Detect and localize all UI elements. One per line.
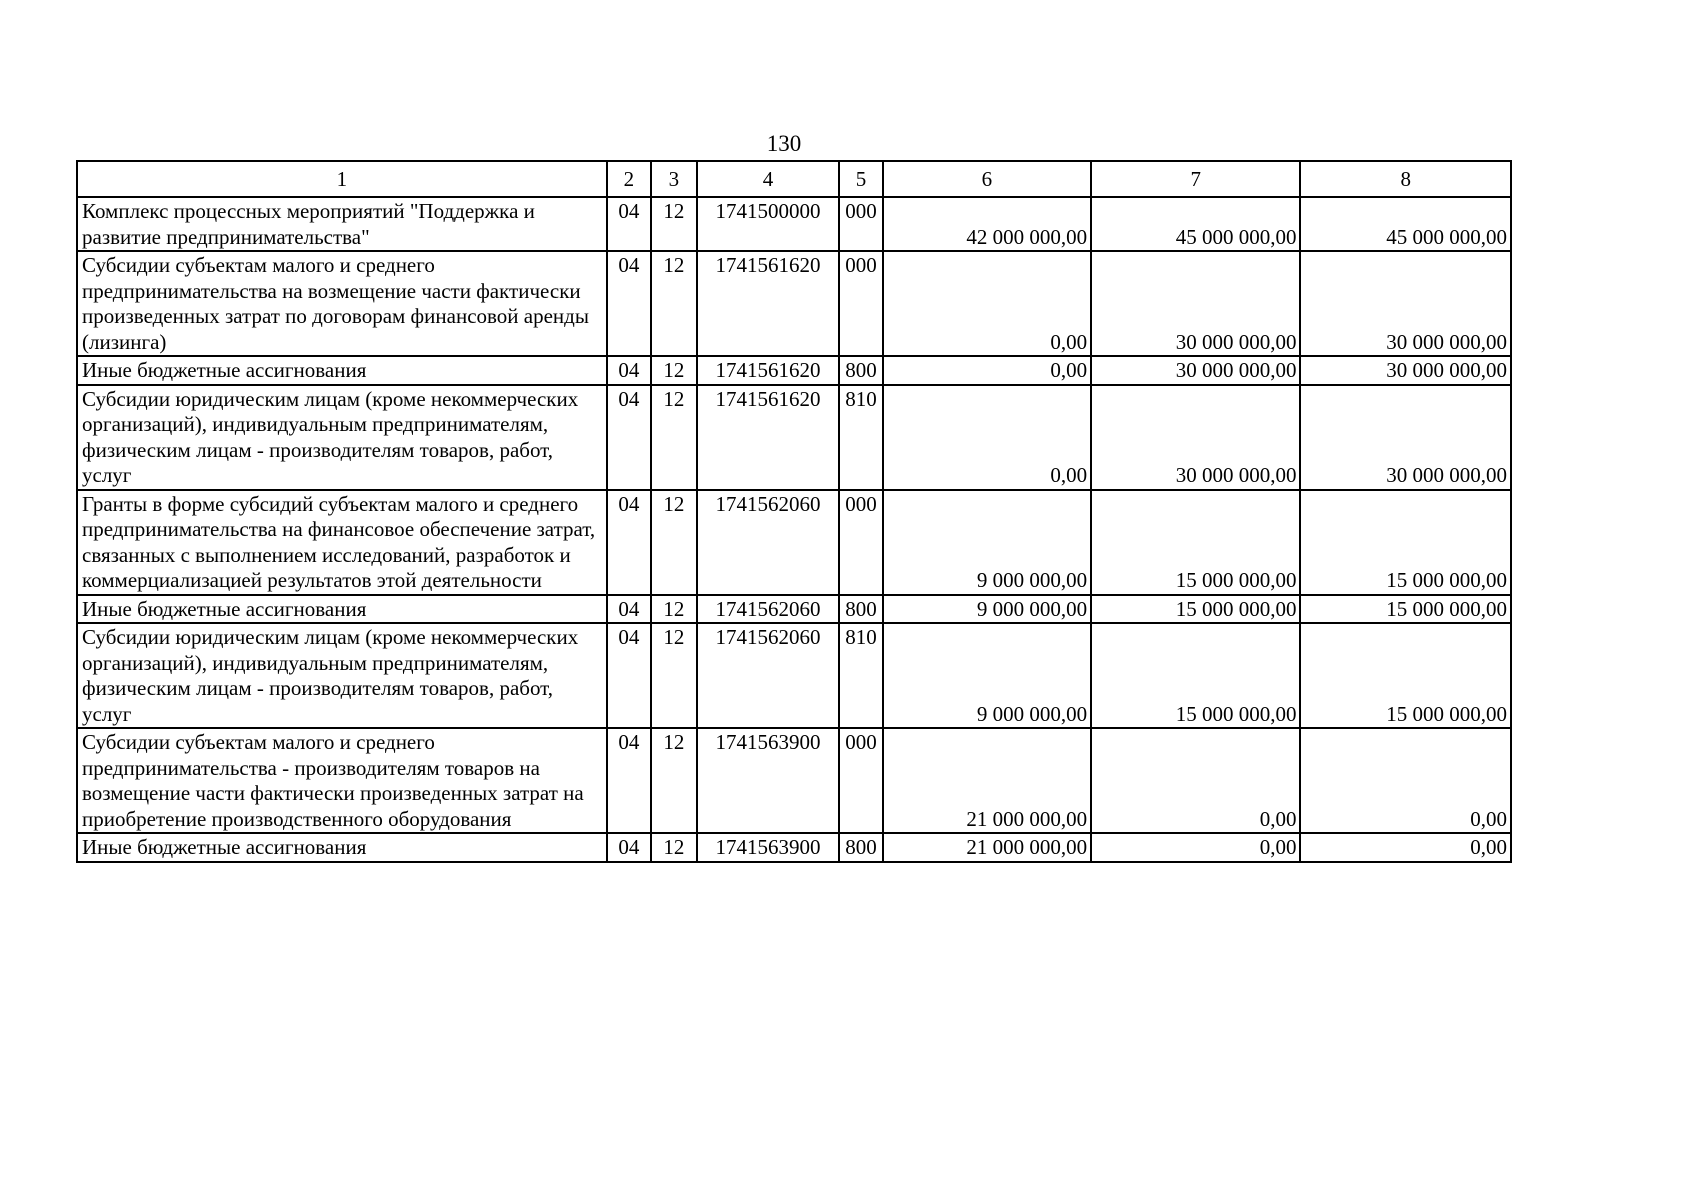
row-name: Субсидии юридическим лицам (кроме некоммерческих организаций), индивидуальным предпринимателям, физическим лицам - производителям товаров, работ, услуг (77, 623, 607, 728)
table-row (77, 833, 1511, 862)
row-expense-type: 000 (839, 490, 882, 595)
row-target-article: 1741562060 (697, 595, 839, 624)
row-target-article: 1741562060 (697, 490, 839, 595)
header-col-4: 4 (697, 161, 839, 197)
row-section: 04 (607, 197, 651, 251)
row-name: Иные бюджетные ассигнования (77, 833, 607, 862)
row-amount-col-6: 9 000 000,00 (883, 623, 1091, 728)
row-expense-type: 800 (839, 595, 882, 624)
row-amount-col-6: 0,00 (883, 385, 1091, 490)
row-amount-col-7: 15 000 000,00 (1091, 623, 1300, 728)
row-subsection: 12 (651, 251, 697, 356)
table-body (77, 197, 1511, 862)
row-amount-col-7: 15 000 000,00 (1091, 595, 1300, 624)
row-amount-col-8: 30 000 000,00 (1300, 356, 1511, 385)
row-expense-type: 810 (839, 623, 882, 728)
table-row (77, 490, 1511, 595)
header-col-7: 7 (1091, 161, 1300, 197)
row-subsection: 12 (651, 833, 697, 862)
row-amount-col-7: 30 000 000,00 (1091, 356, 1300, 385)
row-name: Иные бюджетные ассигнования (77, 356, 607, 385)
row-target-article: 1741563900 (697, 728, 839, 833)
row-amount-col-7: 45 000 000,00 (1091, 197, 1300, 251)
row-amount-col-8: 15 000 000,00 (1300, 623, 1511, 728)
row-amount-col-8: 0,00 (1300, 833, 1511, 862)
row-section: 04 (607, 728, 651, 833)
row-amount-col-7: 0,00 (1091, 728, 1300, 833)
row-amount-col-6: 0,00 (883, 251, 1091, 356)
row-amount-col-6: 21 000 000,00 (883, 833, 1091, 862)
row-name: Иные бюджетные ассигнования (77, 595, 607, 624)
row-subsection: 12 (651, 197, 697, 251)
header-col-5: 5 (839, 161, 882, 197)
budget-table (76, 160, 1512, 863)
header-col-2: 2 (607, 161, 651, 197)
row-target-article: 1741500000 (697, 197, 839, 251)
header-row (77, 161, 1511, 197)
row-subsection: 12 (651, 490, 697, 595)
table-row (77, 623, 1511, 728)
row-amount-col-8: 15 000 000,00 (1300, 595, 1511, 624)
row-amount-col-8: 45 000 000,00 (1300, 197, 1511, 251)
table-row (77, 728, 1511, 833)
row-subsection: 12 (651, 623, 697, 728)
header-col-1: 1 (77, 161, 607, 197)
page-number: 130 (766, 131, 802, 156)
row-target-article: 1741562060 (697, 623, 839, 728)
row-section: 04 (607, 833, 651, 862)
row-amount-col-6: 42 000 000,00 (883, 197, 1091, 251)
row-amount-col-8: 15 000 000,00 (1300, 490, 1511, 595)
table-row (77, 595, 1511, 624)
row-expense-type: 000 (839, 251, 882, 356)
header-col-6: 6 (883, 161, 1091, 197)
row-section: 04 (607, 385, 651, 490)
row-expense-type: 000 (839, 197, 882, 251)
table-row (77, 356, 1511, 385)
row-amount-col-7: 0,00 (1091, 833, 1300, 862)
row-target-article: 1741563900 (697, 833, 839, 862)
row-subsection: 12 (651, 595, 697, 624)
row-amount-col-7: 30 000 000,00 (1091, 385, 1300, 490)
row-expense-type: 000 (839, 728, 882, 833)
header-col-8: 8 (1300, 161, 1511, 197)
row-section: 04 (607, 251, 651, 356)
row-amount-col-7: 30 000 000,00 (1091, 251, 1300, 356)
row-amount-col-8: 30 000 000,00 (1300, 385, 1511, 490)
row-amount-col-8: 30 000 000,00 (1300, 251, 1511, 356)
row-subsection: 12 (651, 728, 697, 833)
row-expense-type: 810 (839, 385, 882, 490)
row-name: Субсидии юридическим лицам (кроме некоммерческих организаций), индивидуальным предпринимателям, физическим лицам - производителям товаров, работ, услуг (77, 385, 607, 490)
row-subsection: 12 (651, 356, 697, 385)
row-amount-col-8: 0,00 (1300, 728, 1511, 833)
row-amount-col-6: 9 000 000,00 (883, 490, 1091, 595)
table-row (77, 197, 1511, 251)
row-subsection: 12 (651, 385, 697, 490)
row-amount-col-7: 15 000 000,00 (1091, 490, 1300, 595)
row-target-article: 1741561620 (697, 251, 839, 356)
row-amount-col-6: 21 000 000,00 (883, 728, 1091, 833)
row-section: 04 (607, 595, 651, 624)
row-target-article: 1741561620 (697, 385, 839, 490)
row-section: 04 (607, 490, 651, 595)
table-row (77, 385, 1511, 490)
row-expense-type: 800 (839, 833, 882, 862)
row-section: 04 (607, 623, 651, 728)
table-header (77, 161, 1511, 197)
row-name: Субсидии субъектам малого и среднего предпринимательства на возмещение части фактически произведенных затрат по договорам финансовой аренды (лизинга) (77, 251, 607, 356)
row-target-article: 1741561620 (697, 356, 839, 385)
row-section: 04 (607, 356, 651, 385)
table-row (77, 251, 1511, 356)
row-amount-col-6: 9 000 000,00 (883, 595, 1091, 624)
row-amount-col-6: 0,00 (883, 356, 1091, 385)
row-name: Гранты в форме субсидий субъектам малого и среднего предпринимательства на финансовое обеспечение затрат, связанных с выполнением исследований, разработок и коммерциализацией результатов этой деятельности (77, 490, 607, 595)
row-expense-type: 800 (839, 356, 882, 385)
row-name: Комплекс процессных мероприятий "Поддержка и развитие предпринимательства" (77, 197, 607, 251)
row-name: Субсидии субъектам малого и среднего предпринимательства - производителям товаров на возмещение части фактически произведенных затрат на приобретение производственного оборудования (77, 728, 607, 833)
header-col-3: 3 (651, 161, 697, 197)
